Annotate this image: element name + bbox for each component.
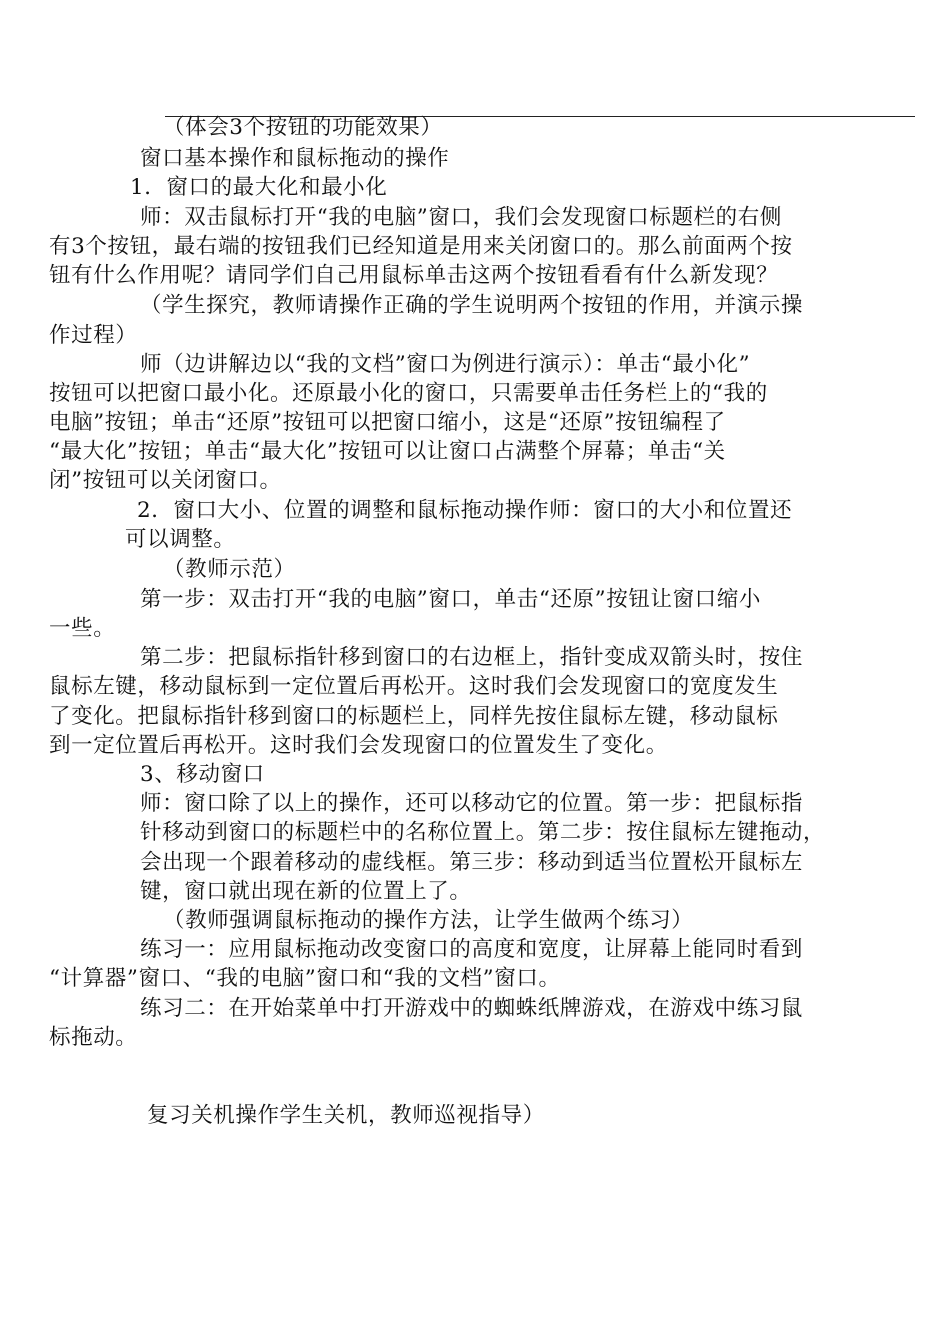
text-line: 窗口基本操作和鼠标拖动的操作 bbox=[140, 146, 450, 171]
text-line: （教师示范） bbox=[163, 557, 296, 582]
text-line: 练习一：应用鼠标拖动改变窗口的高度和宽度，让屏幕上能同时看到 bbox=[140, 937, 804, 962]
text-line: 第二步：把鼠标指针移到窗口的右边框上，指针变成双箭头时，按住 bbox=[140, 645, 804, 670]
text-line: 钮有什么作用呢？请同学们自己用鼠标单击这两个按钮看看有什么新发现？ bbox=[49, 263, 779, 288]
text-line: 练习二：在开始菜单中打开游戏中的蜘蛛纸牌游戏，在游戏中练习鼠 bbox=[140, 996, 804, 1021]
text-line: 标拖动。 bbox=[49, 1025, 138, 1050]
text-line: 作过程） bbox=[49, 323, 138, 348]
text-line: 有3个按钮，最右端的按钮我们已经知道是用来关闭窗口的。那么前面两个按 bbox=[49, 234, 793, 259]
text-line: 了变化。把鼠标指针移到窗口的标题栏上，同样先按住鼠标左键，移动鼠标 bbox=[49, 704, 779, 729]
text-line: 师：双击鼠标打开“我的电脑”窗口，我们会发现窗口标题栏的右侧 bbox=[140, 205, 782, 230]
text-line: 电脑”按钮；单击“还原”按钮可以把窗口缩小，这是“还原”按钮编程了 bbox=[49, 410, 726, 435]
text-line: “最大化”按钮；单击“最大化”按钮可以让窗口占满整个屏幕；单击“关 bbox=[49, 439, 726, 464]
text-line: “计算器”窗口、“我的电脑”窗口和“我的文档”窗口。 bbox=[49, 966, 561, 991]
text-line: 师：窗口除了以上的操作，还可以移动它的位置。第一步：把鼠标指 bbox=[140, 791, 804, 816]
text-line: 鼠标左键，移动鼠标到一定位置后再松开。这时我们会发现窗口的宽度发生 bbox=[49, 674, 779, 699]
text-line: 闭”按钮可以关闭窗口。 bbox=[49, 468, 282, 493]
text-line: 可以调整。 bbox=[125, 527, 236, 552]
text-line: 第一步：双击打开“我的电脑”窗口，单击“还原”按钮让窗口缩小 bbox=[140, 587, 761, 612]
text-line: 会出现一个跟着移动的虚线框。第三步：移动到适当位置松开鼠标左 bbox=[140, 850, 804, 875]
text-line: 师（边讲解边以“我的文档”窗口为例进行演示）：单击“最小化” bbox=[140, 352, 751, 377]
text-line: 一些。 bbox=[49, 616, 116, 641]
text-line: （教师强调鼠标拖动的操作方法，让学生做两个练习） bbox=[163, 908, 694, 933]
text-line: （体会3个按钮的功能效果） bbox=[163, 115, 443, 140]
text-line: 2．窗口大小、位置的调整和鼠标拖动操作师：窗口的大小和位置还 bbox=[137, 498, 793, 523]
text-line: 复习关机操作学生关机，教师巡视指导） bbox=[147, 1103, 545, 1128]
text-line: 键，窗口就出现在新的位置上了。 bbox=[140, 879, 472, 904]
text-line: 1．窗口的最大化和最小化 bbox=[130, 175, 388, 200]
text-line: （学生探究，教师请操作正确的学生说明两个按钮的作用，并演示操 bbox=[140, 293, 804, 318]
text-line: 3、移动窗口 bbox=[140, 762, 265, 787]
text-line: 到一定位置后再松开。这时我们会发现窗口的位置发生了变化。 bbox=[49, 733, 668, 758]
text-line: 针移动到窗口的标题栏中的名称位置上。第二步：按住鼠标左键拖动， bbox=[140, 820, 826, 845]
text-line: 按钮可以把窗口最小化。还原最小化的窗口，只需要单击任务栏上的“我的 bbox=[49, 381, 768, 406]
